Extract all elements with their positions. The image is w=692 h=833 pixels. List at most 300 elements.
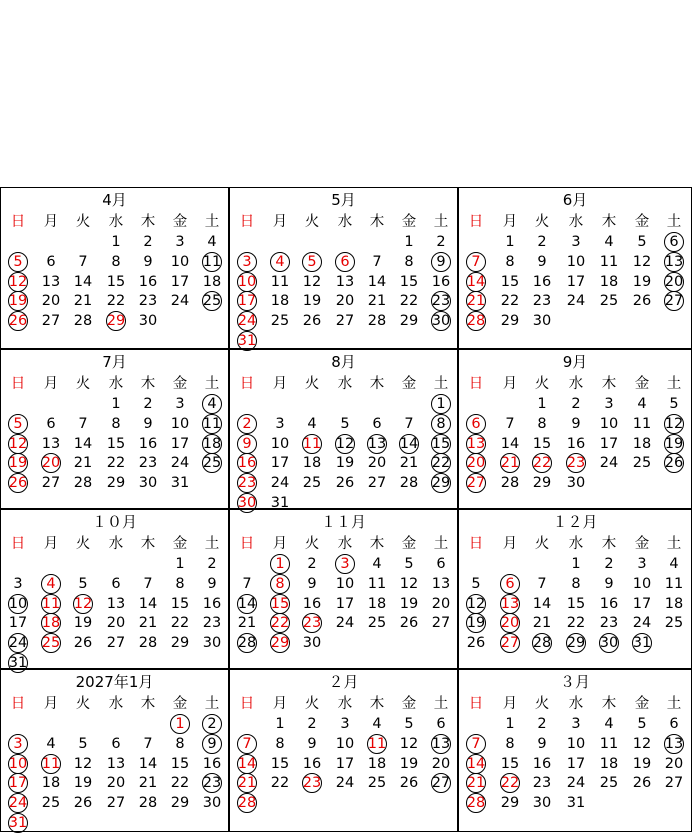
calendar-day: 7 bbox=[78, 254, 88, 270]
weekday-header: 日 bbox=[468, 536, 484, 552]
calendar-day: 21 bbox=[138, 775, 158, 791]
calendar-day: 6 bbox=[659, 232, 689, 252]
calendar-day: 10 bbox=[566, 736, 586, 752]
weekday-header: 土 bbox=[666, 536, 682, 552]
weekday-header: 木 bbox=[369, 376, 385, 392]
calendar-day: 23 bbox=[138, 455, 158, 471]
weekday-header: 月 bbox=[502, 696, 518, 712]
calendar-day: 30 bbox=[202, 635, 222, 651]
calendar-day: 21 bbox=[73, 455, 93, 471]
calendar-day: 27 bbox=[106, 795, 126, 811]
month-block bbox=[0, 669, 229, 832]
calendar-day: 22 bbox=[566, 615, 586, 631]
calendar-day: 9 bbox=[537, 736, 547, 752]
calendar-day: 30 bbox=[532, 313, 552, 329]
weekday-header: 日 bbox=[10, 376, 26, 392]
calendar-day: 5 bbox=[340, 416, 350, 432]
calendar-day: 5 bbox=[471, 576, 481, 592]
calendar-day: 15 bbox=[500, 756, 520, 772]
calendar-day: 23 bbox=[297, 773, 327, 793]
calendar-day: 2 bbox=[307, 716, 317, 732]
weekday-header: 火 bbox=[304, 536, 320, 552]
weekday-header: 水 bbox=[568, 214, 584, 230]
calendar-day: 24 bbox=[170, 293, 190, 309]
calendar-day: 17 bbox=[232, 291, 262, 311]
month-block bbox=[0, 187, 229, 349]
calendar-day: 11 bbox=[270, 274, 290, 290]
calendar-day: 20 bbox=[431, 596, 451, 612]
calendar-day: 31 bbox=[170, 475, 190, 491]
calendar-day: 11 bbox=[197, 414, 227, 434]
calendar-day: 26 bbox=[302, 313, 322, 329]
calendar-day: 6 bbox=[46, 254, 56, 270]
calendar-day: 30 bbox=[302, 635, 322, 651]
calendar-day: 1 bbox=[265, 554, 295, 574]
calendar-day: 19 bbox=[399, 756, 419, 772]
calendar-day: 1 bbox=[505, 716, 515, 732]
calendar-day: 14 bbox=[461, 754, 491, 774]
weekday-header: 日 bbox=[468, 376, 484, 392]
month-block bbox=[458, 349, 692, 509]
calendar-day: 2 bbox=[604, 556, 614, 572]
calendar-day: 21 bbox=[367, 293, 387, 309]
calendar-day: 13 bbox=[335, 274, 355, 290]
calendar-day: 17 bbox=[170, 436, 190, 452]
calendar-day: 22 bbox=[500, 293, 520, 309]
calendar-day: 26 bbox=[399, 615, 419, 631]
calendar-day: 23 bbox=[297, 613, 327, 633]
calendar-day: 22 bbox=[495, 773, 525, 793]
calendar-day: 25 bbox=[197, 453, 227, 473]
calendar-day: 6 bbox=[436, 716, 446, 732]
calendar-day: 23 bbox=[197, 773, 227, 793]
month-title: １０月 bbox=[91, 513, 137, 531]
calendar-day: 2 bbox=[232, 414, 262, 434]
calendar-day: 21 bbox=[237, 615, 257, 631]
weekday-header: 土 bbox=[666, 696, 682, 712]
calendar-day: 21 bbox=[461, 773, 491, 793]
weekday-header: 金 bbox=[401, 696, 417, 712]
weekday-header: 火 bbox=[534, 536, 550, 552]
calendar-day: 27 bbox=[495, 633, 525, 653]
calendar-day: 14 bbox=[461, 272, 491, 292]
calendar-day: 2 bbox=[197, 714, 227, 734]
calendar-day: 27 bbox=[431, 615, 451, 631]
calendar-day: 25 bbox=[664, 615, 684, 631]
weekday-header: 金 bbox=[172, 536, 188, 552]
calendar-day: 9 bbox=[307, 576, 317, 592]
calendar-day: 24 bbox=[335, 615, 355, 631]
calendar-day: 4 bbox=[207, 234, 217, 250]
calendar-day: 9 bbox=[207, 576, 217, 592]
calendar-day: 5 bbox=[78, 736, 88, 752]
weekday-header: 木 bbox=[369, 214, 385, 230]
calendar-day: 15 bbox=[426, 434, 456, 454]
calendar-day: 21 bbox=[399, 455, 419, 471]
annual-calendar bbox=[0, 187, 692, 833]
weekday-header: 木 bbox=[601, 214, 617, 230]
calendar-day: 26 bbox=[335, 475, 355, 491]
weekday-header: 水 bbox=[108, 696, 124, 712]
calendar-day: 10 bbox=[632, 576, 652, 592]
weekday-header: 水 bbox=[337, 376, 353, 392]
calendar-day: 19 bbox=[659, 434, 689, 454]
calendar-day: 1 bbox=[571, 556, 581, 572]
calendar-day: 10 bbox=[270, 436, 290, 452]
calendar-day: 28 bbox=[461, 311, 491, 331]
weekday-header: 土 bbox=[433, 696, 449, 712]
calendar-day: 26 bbox=[632, 293, 652, 309]
calendar-day: 1 bbox=[175, 556, 185, 572]
calendar-day: 23 bbox=[599, 615, 619, 631]
calendar-day: 23 bbox=[532, 775, 552, 791]
calendar-day: 2 bbox=[143, 396, 153, 412]
calendar-day: 14 bbox=[73, 436, 93, 452]
calendar-day: 27 bbox=[367, 475, 387, 491]
calendar-day: 29 bbox=[532, 475, 552, 491]
calendar-day: 24 bbox=[566, 293, 586, 309]
weekday-header: 土 bbox=[433, 214, 449, 230]
calendar-day: 20 bbox=[664, 756, 684, 772]
weekday-header: 金 bbox=[172, 696, 188, 712]
calendar-day: 21 bbox=[461, 291, 491, 311]
calendar-day: 4 bbox=[604, 234, 614, 250]
calendar-day: 7 bbox=[78, 416, 88, 432]
calendar-day: 16 bbox=[138, 436, 158, 452]
calendar-day: 25 bbox=[367, 615, 387, 631]
calendar-day: 20 bbox=[335, 293, 355, 309]
weekday-header: 火 bbox=[534, 376, 550, 392]
calendar-day: 21 bbox=[495, 453, 525, 473]
calendar-day: 4 bbox=[372, 716, 382, 732]
calendar-day: 26 bbox=[632, 775, 652, 791]
month-block bbox=[0, 349, 229, 509]
calendar-day: 4 bbox=[197, 394, 227, 414]
calendar-day: 17 bbox=[3, 773, 33, 793]
calendar-day: 31 bbox=[627, 633, 657, 653]
calendar-day: 3 bbox=[13, 576, 23, 592]
calendar-day: 20 bbox=[495, 613, 525, 633]
calendar-day: 8 bbox=[537, 416, 547, 432]
calendar-day: 26 bbox=[3, 311, 33, 331]
weekday-header: 日 bbox=[10, 696, 26, 712]
calendar-day: 7 bbox=[537, 576, 547, 592]
calendar-day: 19 bbox=[632, 756, 652, 772]
weekday-header: 日 bbox=[239, 696, 255, 712]
calendar-day: 15 bbox=[170, 596, 190, 612]
calendar-day: 18 bbox=[197, 434, 227, 454]
calendar-day: 26 bbox=[3, 473, 33, 493]
calendar-day: 28 bbox=[138, 635, 158, 651]
calendar-day: 8 bbox=[505, 736, 515, 752]
month-block bbox=[229, 349, 458, 509]
weekday-header: 月 bbox=[43, 536, 59, 552]
calendar-day: 7 bbox=[505, 416, 515, 432]
calendar-day: 12 bbox=[399, 736, 419, 752]
calendar-day: 18 bbox=[632, 436, 652, 452]
calendar-day: 14 bbox=[73, 274, 93, 290]
calendar-day: 6 bbox=[372, 416, 382, 432]
calendar-day: 29 bbox=[106, 475, 126, 491]
calendar-day: 23 bbox=[561, 453, 591, 473]
calendar-day: 2 bbox=[537, 716, 547, 732]
calendar-day: 9 bbox=[197, 734, 227, 754]
calendar-day: 12 bbox=[330, 434, 360, 454]
calendar-day: 11 bbox=[36, 594, 66, 614]
calendar-day: 3 bbox=[571, 716, 581, 732]
calendar-day: 18 bbox=[41, 775, 61, 791]
month-title: 5月 bbox=[331, 191, 356, 209]
calendar-day: 4 bbox=[372, 556, 382, 572]
calendar-day: 9 bbox=[232, 434, 262, 454]
calendar-day: 20 bbox=[106, 615, 126, 631]
calendar-day: 25 bbox=[302, 475, 322, 491]
weekday-header: 水 bbox=[337, 536, 353, 552]
calendar-day: 10 bbox=[3, 754, 33, 774]
calendar-day: 17 bbox=[170, 274, 190, 290]
month-title: 8月 bbox=[331, 353, 356, 371]
calendar-day: 17 bbox=[335, 756, 355, 772]
calendar-day: 16 bbox=[532, 274, 552, 290]
calendar-day: 7 bbox=[461, 252, 491, 272]
calendar-day: 30 bbox=[138, 313, 158, 329]
calendar-day: 1 bbox=[426, 394, 456, 414]
calendar-day: 3 bbox=[330, 554, 360, 574]
calendar-day: 11 bbox=[599, 736, 619, 752]
weekday-header: 日 bbox=[468, 696, 484, 712]
calendar-day: 30 bbox=[532, 795, 552, 811]
calendar-day: 4 bbox=[307, 416, 317, 432]
calendar-day: 2 bbox=[571, 396, 581, 412]
calendar-day: 3 bbox=[340, 716, 350, 732]
calendar-day: 4 bbox=[46, 736, 56, 752]
calendar-day: 9 bbox=[143, 254, 153, 270]
calendar-day: 5 bbox=[3, 252, 33, 272]
calendar-day: 29 bbox=[500, 795, 520, 811]
calendar-day: 25 bbox=[599, 775, 619, 791]
calendar-day: 12 bbox=[3, 434, 33, 454]
weekday-header: 木 bbox=[140, 696, 156, 712]
month-title: 4月 bbox=[102, 191, 127, 209]
calendar-day: 30 bbox=[202, 795, 222, 811]
calendar-day: 26 bbox=[73, 795, 93, 811]
calendar-day: 14 bbox=[232, 594, 262, 614]
weekday-header: 金 bbox=[401, 214, 417, 230]
calendar-day: 20 bbox=[659, 272, 689, 292]
weekday-header: 金 bbox=[172, 376, 188, 392]
calendar-day: 12 bbox=[399, 576, 419, 592]
calendar-day: 11 bbox=[664, 576, 684, 592]
calendar-day: 4 bbox=[637, 396, 647, 412]
calendar-day: 1 bbox=[537, 396, 547, 412]
weekday-header: 木 bbox=[601, 536, 617, 552]
weekday-header: 金 bbox=[401, 536, 417, 552]
weekday-header: 木 bbox=[369, 536, 385, 552]
weekday-header: 日 bbox=[239, 376, 255, 392]
weekday-header: 月 bbox=[43, 214, 59, 230]
calendar-day: 14 bbox=[500, 436, 520, 452]
calendar-day: 18 bbox=[270, 293, 290, 309]
calendar-day: 8 bbox=[175, 576, 185, 592]
weekday-header: 日 bbox=[10, 536, 26, 552]
calendar-day: 4 bbox=[669, 556, 679, 572]
calendar-day: 17 bbox=[566, 274, 586, 290]
weekday-header: 土 bbox=[204, 696, 220, 712]
calendar-day: 6 bbox=[436, 556, 446, 572]
calendar-day: 16 bbox=[599, 596, 619, 612]
calendar-day: 6 bbox=[495, 574, 525, 594]
calendar-day: 28 bbox=[232, 793, 262, 813]
weekday-header: 月 bbox=[272, 214, 288, 230]
calendar-day: 19 bbox=[399, 596, 419, 612]
calendar-day: 19 bbox=[3, 453, 33, 473]
calendar-day: 30 bbox=[138, 475, 158, 491]
calendar-day: 31 bbox=[566, 795, 586, 811]
calendar-day: 19 bbox=[302, 293, 322, 309]
calendar-day: 29 bbox=[170, 635, 190, 651]
calendar-day: 19 bbox=[73, 615, 93, 631]
month-title: 9月 bbox=[562, 353, 588, 371]
calendar-day: 20 bbox=[431, 756, 451, 772]
month-title: 7月 bbox=[102, 353, 127, 371]
calendar-day: 8 bbox=[426, 414, 456, 434]
weekday-header: 木 bbox=[601, 376, 617, 392]
weekday-header: 水 bbox=[568, 536, 584, 552]
calendar-day: 20 bbox=[36, 453, 66, 473]
calendar-day: 24 bbox=[632, 615, 652, 631]
month-title: ２月 bbox=[328, 673, 359, 691]
calendar-day: 25 bbox=[36, 633, 66, 653]
calendar-day: 1 bbox=[505, 234, 515, 250]
weekday-header: 日 bbox=[468, 214, 484, 230]
weekday-header: 金 bbox=[634, 696, 650, 712]
calendar-day: 13 bbox=[461, 434, 491, 454]
month-block bbox=[229, 509, 458, 669]
calendar-day: 15 bbox=[170, 756, 190, 772]
weekday-header: 水 bbox=[108, 536, 124, 552]
calendar-day: 14 bbox=[367, 274, 387, 290]
calendar-day: 24 bbox=[3, 793, 33, 813]
calendar-day: 6 bbox=[461, 414, 491, 434]
weekday-header: 水 bbox=[568, 696, 584, 712]
month-block bbox=[458, 187, 692, 349]
calendar-day: 26 bbox=[466, 635, 486, 651]
calendar-day: 24 bbox=[3, 633, 33, 653]
calendar-day: 22 bbox=[170, 775, 190, 791]
calendar-day: 13 bbox=[495, 594, 525, 614]
calendar-day: 11 bbox=[297, 434, 327, 454]
calendar-day: 11 bbox=[599, 254, 619, 270]
calendar-day: 8 bbox=[111, 416, 121, 432]
weekday-header: 月 bbox=[272, 696, 288, 712]
calendar-day: 8 bbox=[404, 254, 414, 270]
calendar-day: 12 bbox=[632, 736, 652, 752]
weekday-header: 火 bbox=[534, 214, 550, 230]
calendar-day: 22 bbox=[527, 453, 557, 473]
calendar-day: 29 bbox=[500, 313, 520, 329]
calendar-day: 24 bbox=[335, 775, 355, 791]
calendar-day: 21 bbox=[73, 293, 93, 309]
calendar-day: 7 bbox=[143, 736, 153, 752]
weekday-header: 金 bbox=[401, 376, 417, 392]
calendar-day: 12 bbox=[461, 594, 491, 614]
weekday-header: 月 bbox=[502, 376, 518, 392]
weekday-header: 金 bbox=[634, 376, 650, 392]
calendar-day: 24 bbox=[599, 455, 619, 471]
calendar-day: 31 bbox=[3, 813, 33, 833]
calendar-day: 9 bbox=[571, 416, 581, 432]
weekday-header: 金 bbox=[172, 214, 188, 230]
calendar-day: 18 bbox=[367, 596, 387, 612]
calendar-day: 28 bbox=[527, 633, 557, 653]
calendar-day: 6 bbox=[111, 576, 121, 592]
calendar-day: 5 bbox=[637, 716, 647, 732]
month-block bbox=[229, 669, 458, 832]
calendar-day: 11 bbox=[362, 734, 392, 754]
calendar-day: 20 bbox=[367, 455, 387, 471]
calendar-day: 11 bbox=[367, 576, 387, 592]
calendar-day: 31 bbox=[3, 653, 33, 673]
calendar-day: 17 bbox=[335, 596, 355, 612]
calendar-day: 4 bbox=[265, 252, 295, 272]
calendar-day: 13 bbox=[106, 756, 126, 772]
calendar-day: 16 bbox=[532, 756, 552, 772]
calendar-day: 19 bbox=[461, 613, 491, 633]
calendar-day: 3 bbox=[3, 734, 33, 754]
calendar-day: 13 bbox=[106, 596, 126, 612]
calendar-day: 27 bbox=[106, 635, 126, 651]
calendar-day: 18 bbox=[36, 613, 66, 633]
calendar-day: 20 bbox=[106, 775, 126, 791]
calendar-day: 10 bbox=[566, 254, 586, 270]
calendar-day: 18 bbox=[664, 596, 684, 612]
calendar-day: 5 bbox=[669, 396, 679, 412]
calendar-day: 5 bbox=[3, 414, 33, 434]
weekday-header: 土 bbox=[666, 376, 682, 392]
calendar-day: 29 bbox=[399, 313, 419, 329]
weekday-header: 水 bbox=[108, 376, 124, 392]
calendar-day: 6 bbox=[111, 736, 121, 752]
calendar-day: 9 bbox=[604, 576, 614, 592]
calendar-day: 13 bbox=[659, 252, 689, 272]
calendar-day: 3 bbox=[637, 556, 647, 572]
calendar-day: 1 bbox=[165, 714, 195, 734]
month-block bbox=[458, 669, 692, 832]
calendar-day: 17 bbox=[632, 596, 652, 612]
calendar-day: 24 bbox=[232, 311, 262, 331]
calendar-day: 30 bbox=[232, 493, 262, 513]
calendar-day: 4 bbox=[604, 716, 614, 732]
calendar-day: 28 bbox=[367, 313, 387, 329]
calendar-day: 5 bbox=[637, 234, 647, 250]
calendar-day: 22 bbox=[170, 615, 190, 631]
calendar-day: 24 bbox=[170, 455, 190, 471]
calendar-day: 31 bbox=[232, 331, 262, 351]
calendar-day: 27 bbox=[461, 473, 491, 493]
calendar-day: 30 bbox=[594, 633, 624, 653]
calendar-day: 10 bbox=[170, 254, 190, 270]
calendar-day: 8 bbox=[571, 576, 581, 592]
calendar-day: 12 bbox=[3, 272, 33, 292]
calendar-day: 9 bbox=[426, 252, 456, 272]
calendar-day: 25 bbox=[270, 313, 290, 329]
calendar-day: 16 bbox=[566, 436, 586, 452]
weekday-header: 日 bbox=[10, 214, 26, 230]
month-title: ３月 bbox=[559, 673, 590, 691]
calendar-day: 26 bbox=[659, 453, 689, 473]
calendar-day: 10 bbox=[170, 416, 190, 432]
calendar-day: 13 bbox=[659, 734, 689, 754]
